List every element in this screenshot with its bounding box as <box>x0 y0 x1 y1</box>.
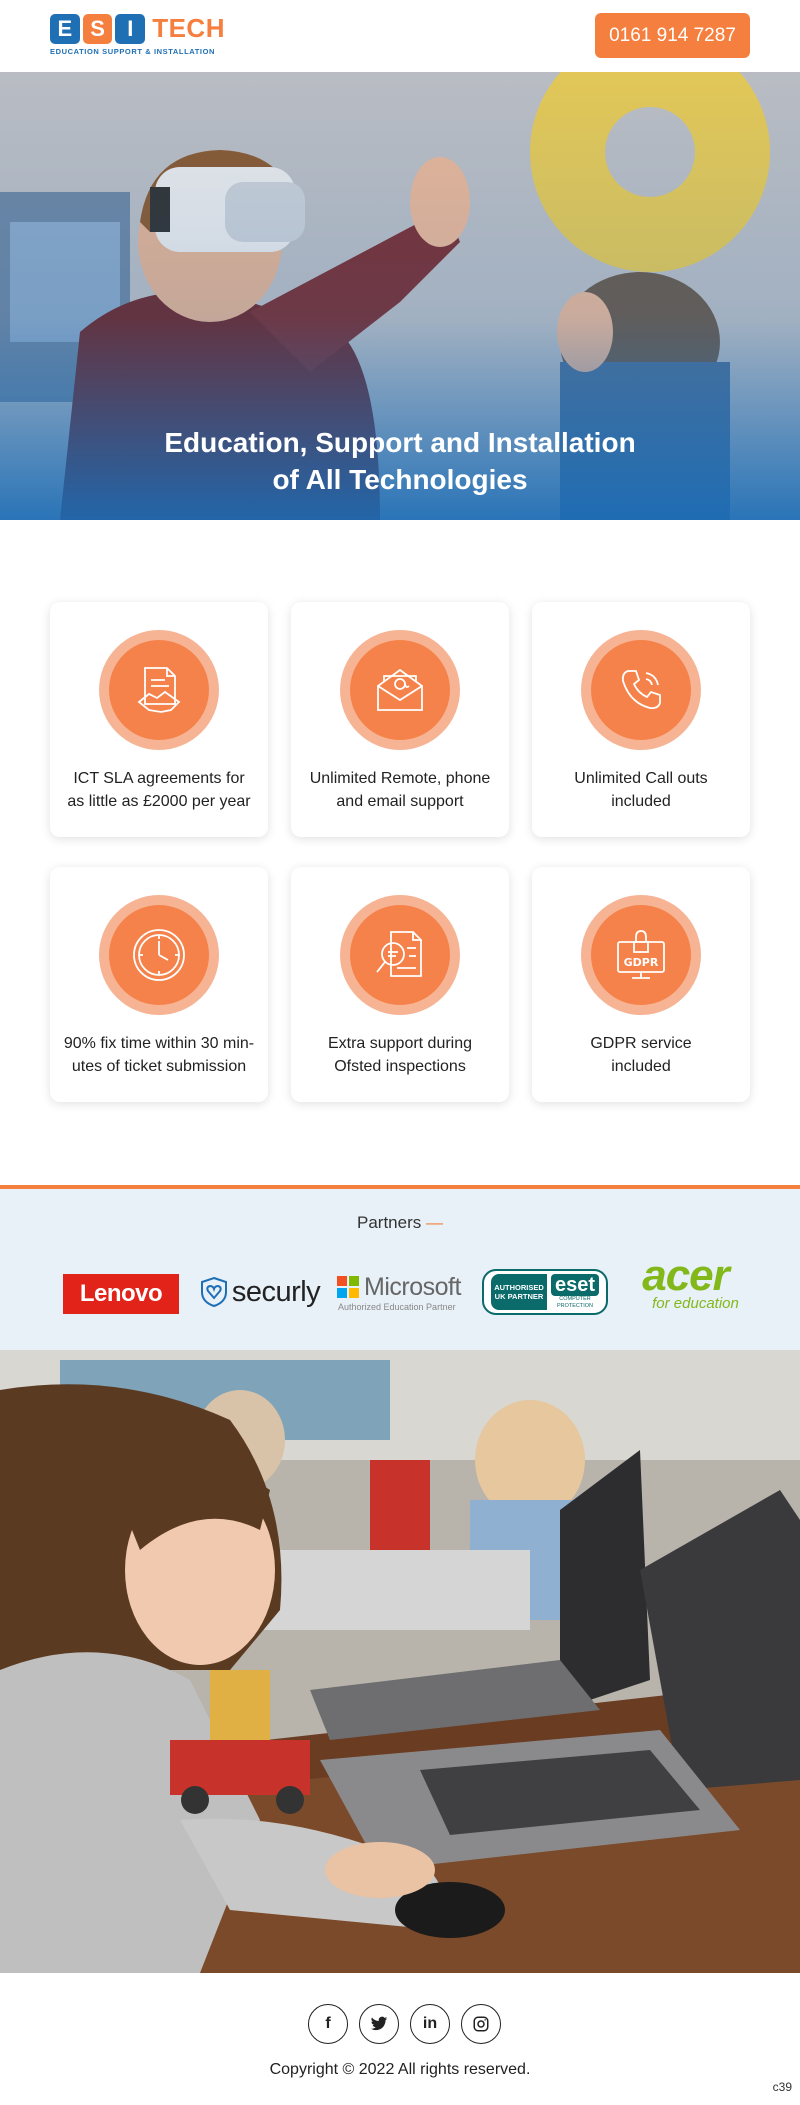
copyright-text: Copyright © 2022 All rights reserved. <box>269 2061 531 2078</box>
feature-card-remote-support <box>291 602 509 837</box>
eset-sub-line: COMPUTER <box>559 1296 591 1302</box>
feature-text-line: and email support <box>336 793 464 810</box>
partners-section <box>0 1189 800 1350</box>
lenovo-logo[interactable]: Lenovo <box>63 1274 179 1314</box>
eset-logo-text: eset <box>551 1274 599 1296</box>
eset-badge-line: UK PARTNER <box>494 1292 544 1301</box>
microsoft-logo-subtitle: Authorized Education Partner <box>338 1301 456 1312</box>
partners-title-text: Partners <box>357 1213 422 1232</box>
feature-icon-badge <box>99 630 219 750</box>
site-header <box>0 0 800 72</box>
logo-letter-i: I <box>115 14 145 44</box>
email-envelope-icon <box>372 662 428 718</box>
feature-card-ofsted <box>291 867 509 1102</box>
feature-text <box>60 767 258 813</box>
shield-heart-icon <box>200 1276 228 1308</box>
acer-logo-text: acer <box>642 1251 729 1300</box>
microsoft-logo[interactable] <box>337 1267 472 1317</box>
hero-title-line-1: Education, Support and Installation <box>164 427 636 458</box>
feature-text-line: Unlimited Remote, phone <box>309 770 491 787</box>
linkedin-icon[interactable]: in <box>410 2004 450 2044</box>
feature-card-sla <box>50 602 268 837</box>
svg-text:GDPR: GDPR <box>623 956 659 969</box>
eset-partner-logo[interactable] <box>482 1269 608 1315</box>
feature-text-line: 90% fix time within 30 min- <box>63 1035 255 1052</box>
feature-text-line: included <box>611 1058 671 1075</box>
feature-card-gdpr <box>532 867 750 1102</box>
feature-text <box>60 1032 258 1078</box>
feature-icon-badge <box>340 895 460 1015</box>
phone-call-icon <box>616 665 666 715</box>
twitter-bird-icon <box>370 2016 388 2032</box>
eset-badge-right <box>551 1274 599 1310</box>
feature-icon-badge <box>581 895 701 1015</box>
feature-text-line: Unlimited Call outs <box>574 770 708 787</box>
instagram-icon[interactable] <box>461 2004 501 2044</box>
social-links <box>308 2004 501 2044</box>
eset-badge-line: AUTHORISED <box>494 1283 544 1292</box>
acer-education-logo[interactable] <box>618 1251 753 1312</box>
feature-icon-badge <box>340 630 460 750</box>
clock-icon <box>130 926 188 984</box>
twitter-icon[interactable] <box>359 2004 399 2044</box>
corner-code: c39 <box>772 2080 792 2094</box>
microsoft-logo-text: Microsoft <box>364 1272 461 1301</box>
partners-title <box>0 1213 800 1233</box>
feature-text <box>301 1032 499 1078</box>
feature-text-line: ICT SLA agreements for <box>73 770 245 787</box>
hero-title-line-2: of All Technologies <box>272 464 528 495</box>
logo-tech-text: TECH <box>152 13 225 43</box>
facebook-icon[interactable]: f <box>308 2004 348 2044</box>
eset-sub-line: PROTECTION <box>556 1303 594 1309</box>
feature-text-line: GDPR service <box>590 1035 692 1052</box>
classroom-laptop-photo <box>0 1350 800 1973</box>
feature-text-line: utes of ticket submission <box>71 1058 247 1075</box>
acer-logo-subtitle: for education <box>652 1295 739 1312</box>
feature-icon-badge <box>581 630 701 750</box>
feature-card-call-outs <box>532 602 750 837</box>
feature-text-line: Extra support during <box>327 1035 473 1052</box>
feature-text <box>542 1032 740 1078</box>
microsoft-grid-icon <box>337 1276 359 1298</box>
logo-letter-e: E <box>50 14 80 44</box>
logo-tagline: EDUCATION SUPPORT & INSTALLATION <box>50 47 216 56</box>
hero-title <box>0 424 800 498</box>
partners-title-dash: — <box>425 1213 443 1232</box>
esi-tech-logo[interactable] <box>50 13 225 61</box>
feature-icon-badge <box>99 895 219 1015</box>
phone-call-button[interactable]: 0161 914 7287 <box>595 13 750 58</box>
eset-badge-left <box>491 1274 547 1310</box>
gdpr-monitor-lock-icon <box>612 926 670 984</box>
feature-text <box>542 767 740 813</box>
feature-text-line: as little as £2000 per year <box>67 793 251 810</box>
site-footer <box>0 1973 800 2105</box>
securly-logo-text: securly <box>231 1275 321 1308</box>
feature-card-fix-time <box>50 867 268 1102</box>
classroom-photo-art <box>0 1350 800 1973</box>
feature-text-line: Ofsted inspections <box>334 1058 466 1075</box>
feature-text-line: included <box>611 793 671 810</box>
instagram-camera-icon <box>472 2015 490 2033</box>
logo-letter-s: S <box>83 14 113 44</box>
hero-banner <box>0 72 800 520</box>
feature-text <box>301 767 499 813</box>
handshake-document-icon <box>131 662 187 718</box>
securly-logo[interactable] <box>195 1267 325 1317</box>
document-search-icon <box>371 926 429 984</box>
